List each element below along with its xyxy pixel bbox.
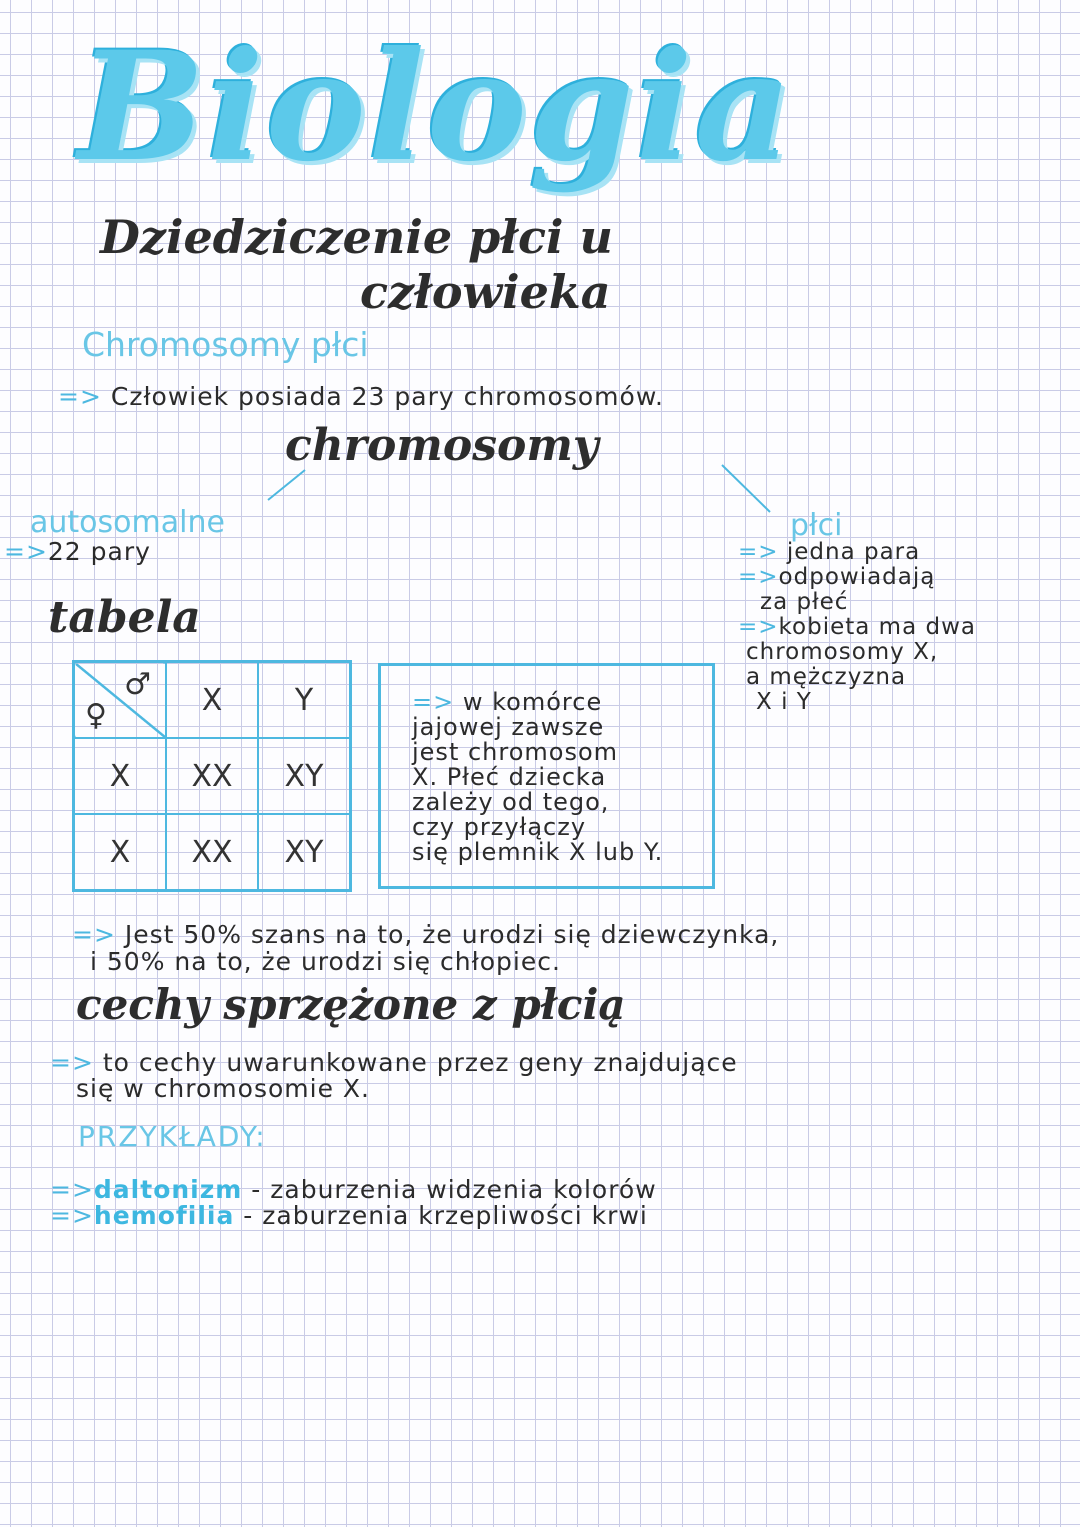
subtitle-line-1: Dziedziczenie płci u [100, 210, 613, 264]
sex-item-text: a mężczyzna [746, 664, 907, 690]
sex-item [738, 615, 976, 640]
arrow-icon: => [50, 1175, 94, 1204]
sex-item [738, 690, 976, 715]
tabela-heading: tabela [48, 592, 201, 643]
punnett-row-header: X [74, 738, 167, 814]
example-term: daltonizm [93, 1175, 243, 1204]
punnett-col-header: X [166, 662, 258, 739]
examples-heading: PRZYKŁADY: [78, 1120, 267, 1153]
section-chromosomy-plci: Chromosomy płci [82, 325, 369, 364]
arrow-icon: => [50, 1201, 94, 1230]
sex-item [738, 540, 976, 565]
chance-text-1: Jest 50% szans na to, że urodzi się dziewczynka, [124, 920, 780, 949]
arrow-icon: => [738, 539, 779, 565]
subtitle-line-2: człowieka [360, 265, 611, 319]
box-line-text: w komórce [462, 688, 603, 716]
punnett-cell: XY [258, 814, 351, 891]
sex-item-text: jedna para [786, 539, 921, 565]
punnett-cell: XY [258, 738, 351, 814]
example-desc: - zaburzenia widzenia kolorów [251, 1175, 657, 1204]
chance-line-1 [72, 920, 779, 949]
punnett-cell: XX [166, 814, 258, 891]
arrow-icon: => [4, 537, 48, 566]
arrow-icon: => [738, 614, 779, 640]
box-line: zależy od tego, [412, 788, 610, 816]
punnett-col-header: Y [258, 662, 351, 739]
example-term: hemofilia [93, 1201, 235, 1230]
male-symbol-icon: ♂ [124, 667, 151, 702]
sex-item [738, 665, 976, 690]
chance-line-2: i 50% na to, że urodzi się chłopiec. [90, 947, 561, 976]
sex-item [738, 590, 976, 615]
arrow-icon: => [412, 688, 455, 716]
sex-item [738, 640, 976, 665]
sex-item-text: chromosomy X, [746, 639, 939, 665]
punnett-square [72, 660, 352, 892]
autosomal-item-text: 22 pary [47, 537, 151, 566]
box-line [412, 690, 663, 715]
punnett-cell: XX [166, 738, 258, 814]
example-desc: - zaburzenia krzepliwości krwi [243, 1201, 648, 1230]
sex-item-text: za płeć [760, 589, 849, 615]
box-line: czy przyłączy [412, 813, 587, 841]
linked-text-1: to cechy uwarunkowane przez geny znajdujące [102, 1048, 738, 1077]
chromosomy-heading: chromosomy [285, 420, 599, 471]
sex-item [738, 565, 976, 590]
example-item [50, 1175, 657, 1204]
page-title: Biologia [78, 19, 794, 195]
sex-item-text: X i Y [756, 689, 812, 715]
box-line: X. Płeć dziecka [412, 763, 607, 791]
sex-heading: płci [790, 508, 843, 543]
arrow-icon: => [738, 564, 779, 590]
autosomal-heading: autosomalne [30, 505, 225, 540]
intro-text: Człowiek posiada 23 pary chromosomów. [110, 382, 664, 411]
linked-line-1 [50, 1048, 738, 1077]
punnett-row-header: X [74, 814, 167, 891]
arrow-icon: => [50, 1048, 94, 1077]
linked-line-2: się w chromosomie X. [76, 1074, 370, 1103]
linked-traits-heading: cechy sprzężone z płcią [76, 980, 626, 1029]
arrow-icon: => [72, 920, 116, 949]
female-symbol-icon: ♀ [85, 698, 107, 733]
sex-item-text: odpowiadają [778, 564, 936, 590]
autosomal-item [4, 537, 151, 566]
example-item [50, 1201, 648, 1230]
box-line: jest chromosom [412, 738, 619, 766]
arrow-icon: => [58, 382, 102, 411]
sex-item-text: kobieta ma dwa [778, 614, 976, 640]
sex-list [738, 540, 976, 715]
explanation-text [412, 690, 663, 865]
punnett-corner [74, 662, 167, 739]
box-line: się plemnik X lub Y. [412, 838, 664, 866]
box-line: jajowej zawsze [412, 713, 605, 741]
